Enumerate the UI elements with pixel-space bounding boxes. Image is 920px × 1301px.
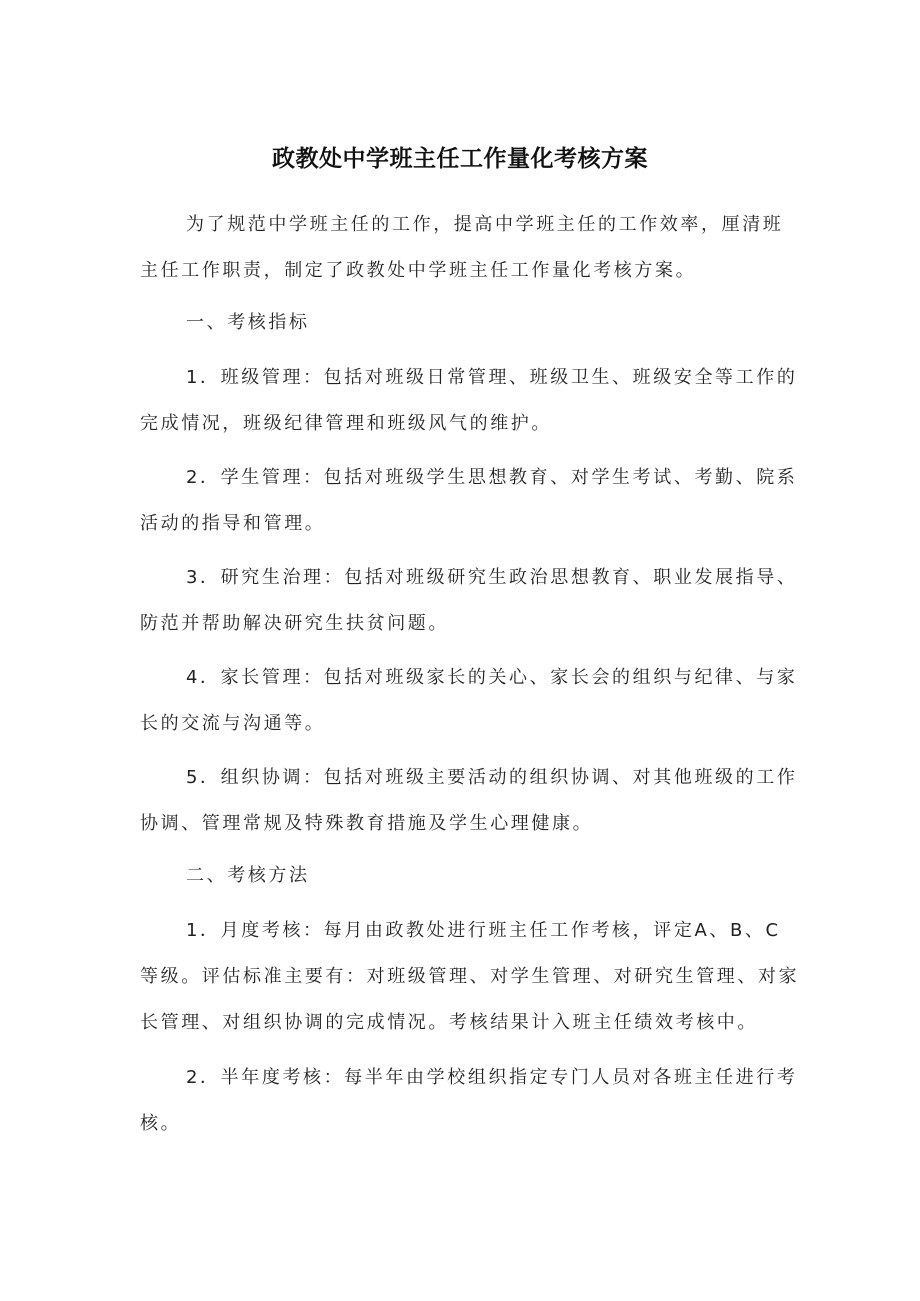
indicator-item-graduate-governance: 3．研究生治理：包括对班级研究生政治思想教育、职业发展指导、防范并帮助解决研究生扶贫问题。 [140,567,798,634]
method-item-monthly: 1．月度考核：每月由政教处进行班主任工作考核，评定A、B、C等级。评估标准主要有：对班级管理、对学生管理、对研究生管理、对家长管理、对组织协调的完成情况。考核结果计入班主任绩效考核中。 [140,920,800,1033]
method-item-semiannual: 2．半年度考核：每半年由学校组织指定专门人员对各班主任进行考核。 [140,1067,798,1134]
indicator-item-class-management: 1．班级管理：包括对班级日常管理、班级卫生、班级安全等工作的完成情况，班级纪律管理和班级风气的维护。 [140,367,798,434]
document-title: 政教处中学班主任工作量化考核方案 [272,146,648,172]
indicator-item-coordination: 5．组织协调：包括对班级主要活动的组织协调、对其他班级的工作协调、管理常规及特殊教育措施及学生心理健康。 [140,767,798,834]
intro-paragraph: 为了规范中学班主任的工作，提高中学班主任的工作效率，厘清班主任工作职责，制定了政教处中学班主任工作量化考核方案。 [140,214,784,281]
indicator-item-parent-management: 4．家长管理：包括对班级家长的关心、家长会的组织与纪律、与家长的交流与沟通等。 [140,667,798,734]
indicator-item-student-management: 2．学生管理：包括对班级学生思想教育、对学生考试、考勤、院系活动的指导和管理。 [140,467,798,534]
section-heading-indicators: 一、考核指标 [186,312,310,333]
section-heading-methods: 二、考核方法 [186,865,310,886]
